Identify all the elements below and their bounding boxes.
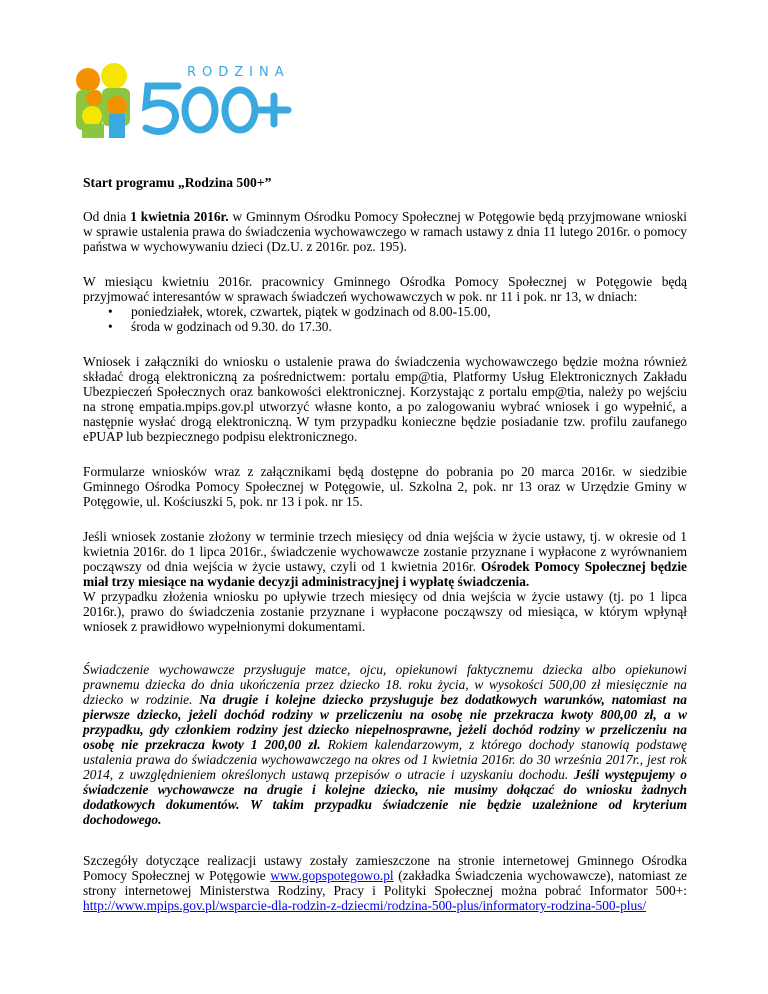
paragraph-details: Szczegóły dotyczące realizacji ustawy zostały zamieszczone na stronie internetowej Gminnego Ośrodka Pomocy Społecznej w Potęgowie www.gopspotegowo.pl (zakładka Świadczenia wychowawcze), natomiast ze strony internetowej Ministerstwa Rodziny, Pracy i Polityki Społecznej można pobrać Informator 500+: http://www.mpips.gov.pl/wsparcie-dla-rodzin-z-dziecmi/rodzina-500-plus/informatory-rodzina-500-plus/ [83,853,687,913]
paragraph-forms: Formularze wniosków wraz z załącznikami będą dostępne do pobrania po 20 marca 2016r. w siedzibie Gminnego Ośrodka Pomocy Społecznej w Potęgowie, ul. Szkolna 2, pok. nr 13 oraz w Urzędzie Gminy w Potęgowie, ul. Kościuszki 5, pok. nr 13 i pok. nr 15. [83,464,687,509]
logo-500-plus-mark [146,86,288,132]
mpips-link[interactable]: http://www.mpips.gov.pl/wsparcie-dla-rodzin-z-dziecmi/rodzina-500-plus/informatory-rodzina-500-plus/ [83,898,647,913]
list-item: • poniedziałek, wtorek, czwartek, piątek w godzinach od 8.00-15.00, [131,304,687,319]
paragraph-intro: Od dnia 1 kwietnia 2016r. w Gminnym Ośrodku Pomocy Społecznej w Potęgowie będą przyjmowane wnioski w sprawie ustalenia prawa do świadczenia wychowawczego w ramach ustawy z dnia 11 lutego 2016r. o pomocy państwa w wychowywaniu dzieci (Dz.U. z 2016r. poz. 195). [83,209,687,254]
paragraph-hours: W miesiącu kwietniu 2016r. pracownicy Gminnego Ośrodka Pomocy Społecznej w Potęgowie będą przyjmować interesantów w sprawach świadczeń wychowawczych w pok. nr 11 i pok. nr 13, w dniach: [83,274,687,304]
paragraph-deadlines: Jeśli wniosek zostanie złożony w terminie trzech miesięcy od dnia wejścia w życie ustawy, tj. w okresie od 1 kwietnia 2016r. do 1 lipca 2016r., świadczenie wychowawcze zostanie przyznane i wypłacone z wyrównaniem począwszy od dnia wejścia w życie ustawy, czyli od 1 kwietnia 2016r. Ośrodek Pomocy Społecznej będzie miał trzy miesiące na wydanie decyzji administracyjnej i wypłatę świadczenia. W przypadku złożenia wniosku po upływie trzech miesięcy od dnia wejścia w życie ustawy (tj. po 1 lipca 2016r.), prawo do świadczenia zostanie przyznane i wypłacone począwszy od miesiąca, w którym wpłynął wniosek z prawidłowo wypełnionymi dokumentami. [83,529,687,634]
logo-text: RODZINA [187,65,290,80]
paragraph-eligibility: Świadczenie wychowawcze przysługuje matce, ojcu, opiekunowi faktycznemu dziecka albo opiekunowi prawnemu dziecka do dnia ukończenia przez dziecko 18. roku życia, w wysokości 500,00 zł miesięcznie na dziecko w rodzinie. Na drugie i kolejne dziecko przysługuje bez dodatkowych warunków, natomiast na pierwsze dziecko, jeżeli dochód rodziny w przeliczeniu na osobę nie przekracza kwoty 800,00 zł, a w przypadku, gdy członkiem rodziny jest dziecko niepełnosprawne, jeżeli dochód rodziny w przeliczeniu na osobę nie przekracza kwoty 1 200,00 zł. Rokiem kalendarzowym, z którego dochody stanowią podstawę ustalenia prawa do świadczenia wychowawczego na okres od 1 kwietnia 2016r. do 30 września 2017r., jest rok 2014, z uwzględnieniem określonych ustawą przepisów o utracie i uzyskaniu dochodu. Jeśli występujemy o świadczenie wychowawcze na drugie i kolejne dziecko, nie musimy dołączać do wniosku żadnych dodatkowych dokumentów. W takim przypadku świadczenie nie będzie uzależnione od kryterium dochodowego. [83,662,687,827]
hours-list [83,304,687,334]
document-body [83,175,687,933]
gops-link[interactable]: www.gopspotegowo.pl [270,868,394,883]
paragraph-electronic: Wniosek i załączniki do wniosku o ustalenie prawa do świadczenia wychowawczego będzie można również składać drogą elektroniczną za pośrednictwem: portalu emp@tia, Platformy Usług Elektronicznych Zakładu Ubezpieczeń Społecznych oraz bankowości elektronicznej. Korzystając z portalu emp@tia, należy po wejściu na stronę empatia.mpips.gov.pl utworzyć własne konto, a po zalogowaniu wybrać wniosek i go wypełnić, a następnie wysłać drogą elektroniczną. W tym przypadku konieczne będzie posiadanie tzw. profilu zaufanego ePUAP lub bezpiecznego podpisu elektronicznego. [83,354,687,444]
list-item: • środa w godzinach od 9.30. do 17.30. [131,319,687,334]
rodzina-500-logo [62,48,302,138]
document-title: Start programu „Rodzina 500+” [83,175,272,190]
